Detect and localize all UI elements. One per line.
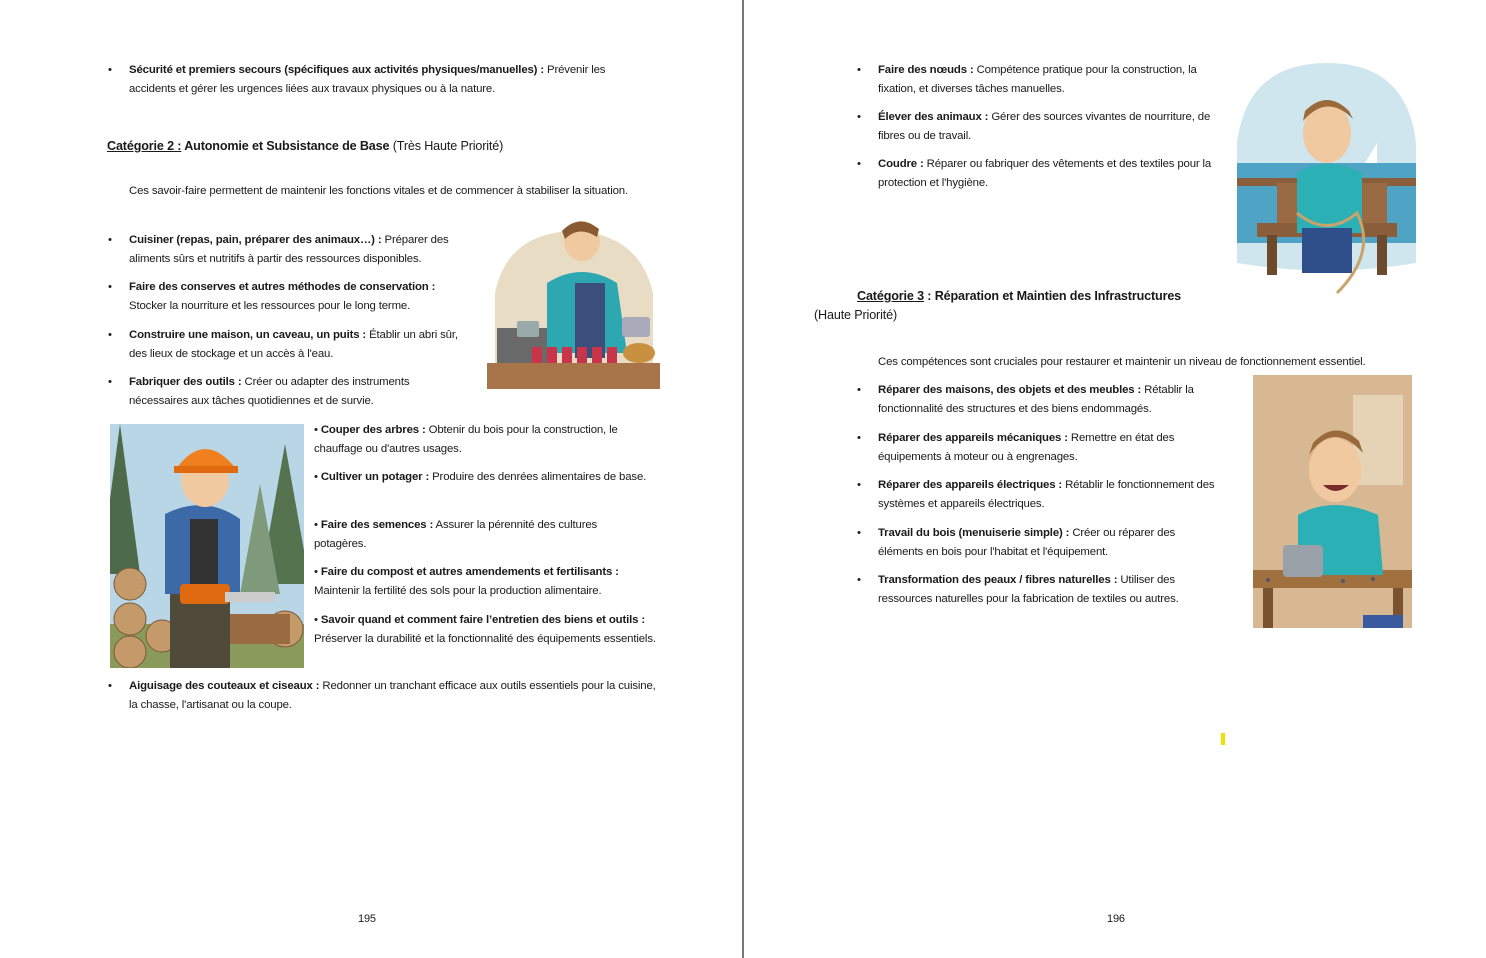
item-title: Faire des nœuds :	[878, 64, 974, 76]
intro-paragraph: Ces compétences sont cruciales pour restaurer et maintenir un niveau de fonctionnement essentiel.	[878, 356, 1366, 368]
section-heading: Catégorie 2 : Autonomie et Subsistance de Base (Très Haute Priorité)	[107, 139, 504, 153]
item-description: Gérer des sources vivantes de nourriture, de fibres ou de travail.	[878, 111, 1211, 142]
item-title: Construire une maison, un caveau, un puits :	[129, 329, 367, 341]
list-item	[857, 429, 1203, 467]
item-description: Assurer la pérennité des cultures potagères.	[314, 519, 598, 550]
bullet: •	[108, 329, 112, 341]
list-item	[857, 381, 1218, 419]
text-cursor-highlight	[1221, 733, 1225, 745]
item-title: Autonomie et Subsistance de Base	[181, 139, 390, 153]
item-description: Rétablir la fonctionnalité des structures et des biens endommagés.	[878, 384, 1194, 415]
page-number: 195	[358, 913, 376, 925]
item-description: Maintenir la fertilité des sols pour la production alimentaire.	[314, 584, 602, 597]
list-item	[108, 373, 459, 411]
item-description: Prévenir les accidents et gérer les urgences liées aux travaux physiques ou à la nature.	[129, 64, 606, 95]
item-title: Savoir quand et comment faire l’entretien des biens et outils :	[320, 614, 645, 626]
bullet: •	[108, 281, 112, 293]
bullet: •	[857, 527, 861, 539]
item-title: Aiguisage des couteaux et ciseaux :	[129, 680, 320, 692]
bullet: •	[857, 158, 861, 170]
item-title: Cultiver un potager :	[320, 471, 430, 483]
cooking-illustration	[487, 213, 660, 389]
bullet: •	[108, 64, 112, 76]
list-item	[857, 61, 1223, 99]
item-title: Sécurité et premiers secours (spécifiques aux activités physiques/manuelles) :	[129, 64, 544, 76]
page-number: 196	[1107, 913, 1125, 925]
item-title: Travail du bois (menuiserie simple) :	[878, 527, 1070, 539]
item-title: Réparer des maisons, des objets et des meubles :	[878, 384, 1142, 396]
list-item	[108, 677, 664, 715]
item-title: Élever des animaux :	[878, 111, 989, 123]
bullet: •	[857, 111, 861, 123]
list-item	[108, 278, 464, 316]
item-title: Transformation des peaux / fibres naturelles :	[878, 574, 1118, 586]
item-description: Compétence pratique pour la construction, la fixation, et diverses tâches manuelles.	[878, 64, 1197, 95]
item-description: (Très Haute Priorité)	[389, 139, 504, 153]
item-title: Coudre :	[878, 158, 924, 170]
section-priority: (Haute Priorité)	[814, 308, 897, 322]
chainsaw-illustration	[110, 424, 304, 668]
item-description: Préparer des aliments sûrs et nutritifs à partir des ressources disponibles.	[129, 234, 449, 265]
page-195	[0, 0, 742, 958]
item-title: Faire du compost et autres amendements et fertilisants :	[320, 566, 619, 578]
item-title: Couper des arbres :	[320, 424, 426, 436]
item-description: Obtenir du bois pour la construction, le chauffage ou d'autres usages.	[314, 424, 618, 455]
list-item	[108, 326, 469, 364]
item-description: Préserver la durabilité et la fonctionnalité des équipements essentiels.	[314, 632, 656, 645]
item-description: Créer ou réparer des éléments en bois pour l'habitat et l'équipement.	[878, 527, 1176, 558]
item-description: Réparer ou fabriquer des vêtements et des textiles pour la protection et l'hygiène.	[878, 158, 1212, 189]
item-title: Faire des conserves et autres méthodes de conservation :	[129, 281, 436, 293]
bullet: •	[108, 680, 112, 692]
bullet: •	[857, 574, 861, 586]
item-description: Rétablir le fonctionnement des systèmes et appareils électriques.	[878, 479, 1215, 510]
repair-illustration	[1253, 375, 1412, 628]
section-heading: Catégorie 3 : Réparation et Maintien des Infrastructures	[857, 289, 1182, 303]
list-item: • Couper des arbres : Obtenir du bois pour la construction, le chauffage ou d'autres usages.	[314, 424, 618, 455]
item-description: Créer ou adapter des instruments nécessaires aux tâches quotidiennes et de survie.	[129, 376, 410, 407]
page-divider	[742, 0, 744, 958]
list-item	[857, 155, 1213, 193]
bullet: •	[857, 384, 861, 396]
list-item	[108, 61, 639, 99]
list-item	[108, 231, 474, 269]
list-item: • Cultiver un potager : Produire des denrées alimentaires de base.	[314, 471, 647, 483]
list-item	[857, 524, 1208, 562]
list-item: • Faire des semences : Assurer la pérennité des cultures potagères.	[314, 519, 598, 550]
item-description: Remettre en état des équipements à moteur ou à engrenages.	[878, 432, 1175, 463]
list-item	[857, 476, 1248, 514]
item-description: Stocker la nourriture et les ressources pour le long terme.	[129, 299, 411, 312]
page-196	[745, 0, 1486, 958]
knot-tying-illustration	[1237, 63, 1416, 298]
list-item	[857, 571, 1223, 609]
item-description: Établir un abri sûr, des lieux de stockage et un accès à l'eau.	[129, 329, 458, 360]
intro-paragraph: Ces savoir-faire permettent de maintenir les fonctions vitales et de commencer à stabiliser la situation.	[129, 185, 628, 197]
item-title: Réparer des appareils mécaniques :	[878, 432, 1068, 444]
item-title: Faire des semences :	[320, 519, 434, 531]
item-title: : Réparation et Maintien des Infrastructures	[923, 289, 1182, 303]
list-item: • Faire du compost et autres amendements et fertilisants : Maintenir la fertilité des sols pour la production alimentaire.	[314, 566, 619, 597]
bullet: •	[857, 479, 861, 491]
item-title: Réparer des appareils électriques :	[878, 479, 1063, 491]
bullet: •	[108, 234, 112, 246]
item-description: Redonner un tranchant efficace aux outils essentiels pour la cuisine, la chasse, l'artisanat ou la coupe.	[129, 680, 656, 711]
bullet: •	[857, 432, 861, 444]
list-item	[857, 108, 1228, 146]
item-description: Utiliser des ressources naturelles pour la fabrication de textiles ou autres.	[878, 574, 1179, 605]
bullet: •	[108, 376, 112, 388]
item-title: Fabriquer des outils :	[129, 376, 242, 388]
bullet: •	[857, 64, 861, 76]
item-title: Cuisiner (repas, pain, préparer des animaux…) :	[129, 234, 382, 246]
item-description: Produire des denrées alimentaires de base.	[429, 471, 647, 483]
list-item: • Savoir quand et comment faire l’entretien des biens et outils : Préserver la durabilité et la fonctionnalité des équipements essentiels.	[314, 614, 656, 645]
